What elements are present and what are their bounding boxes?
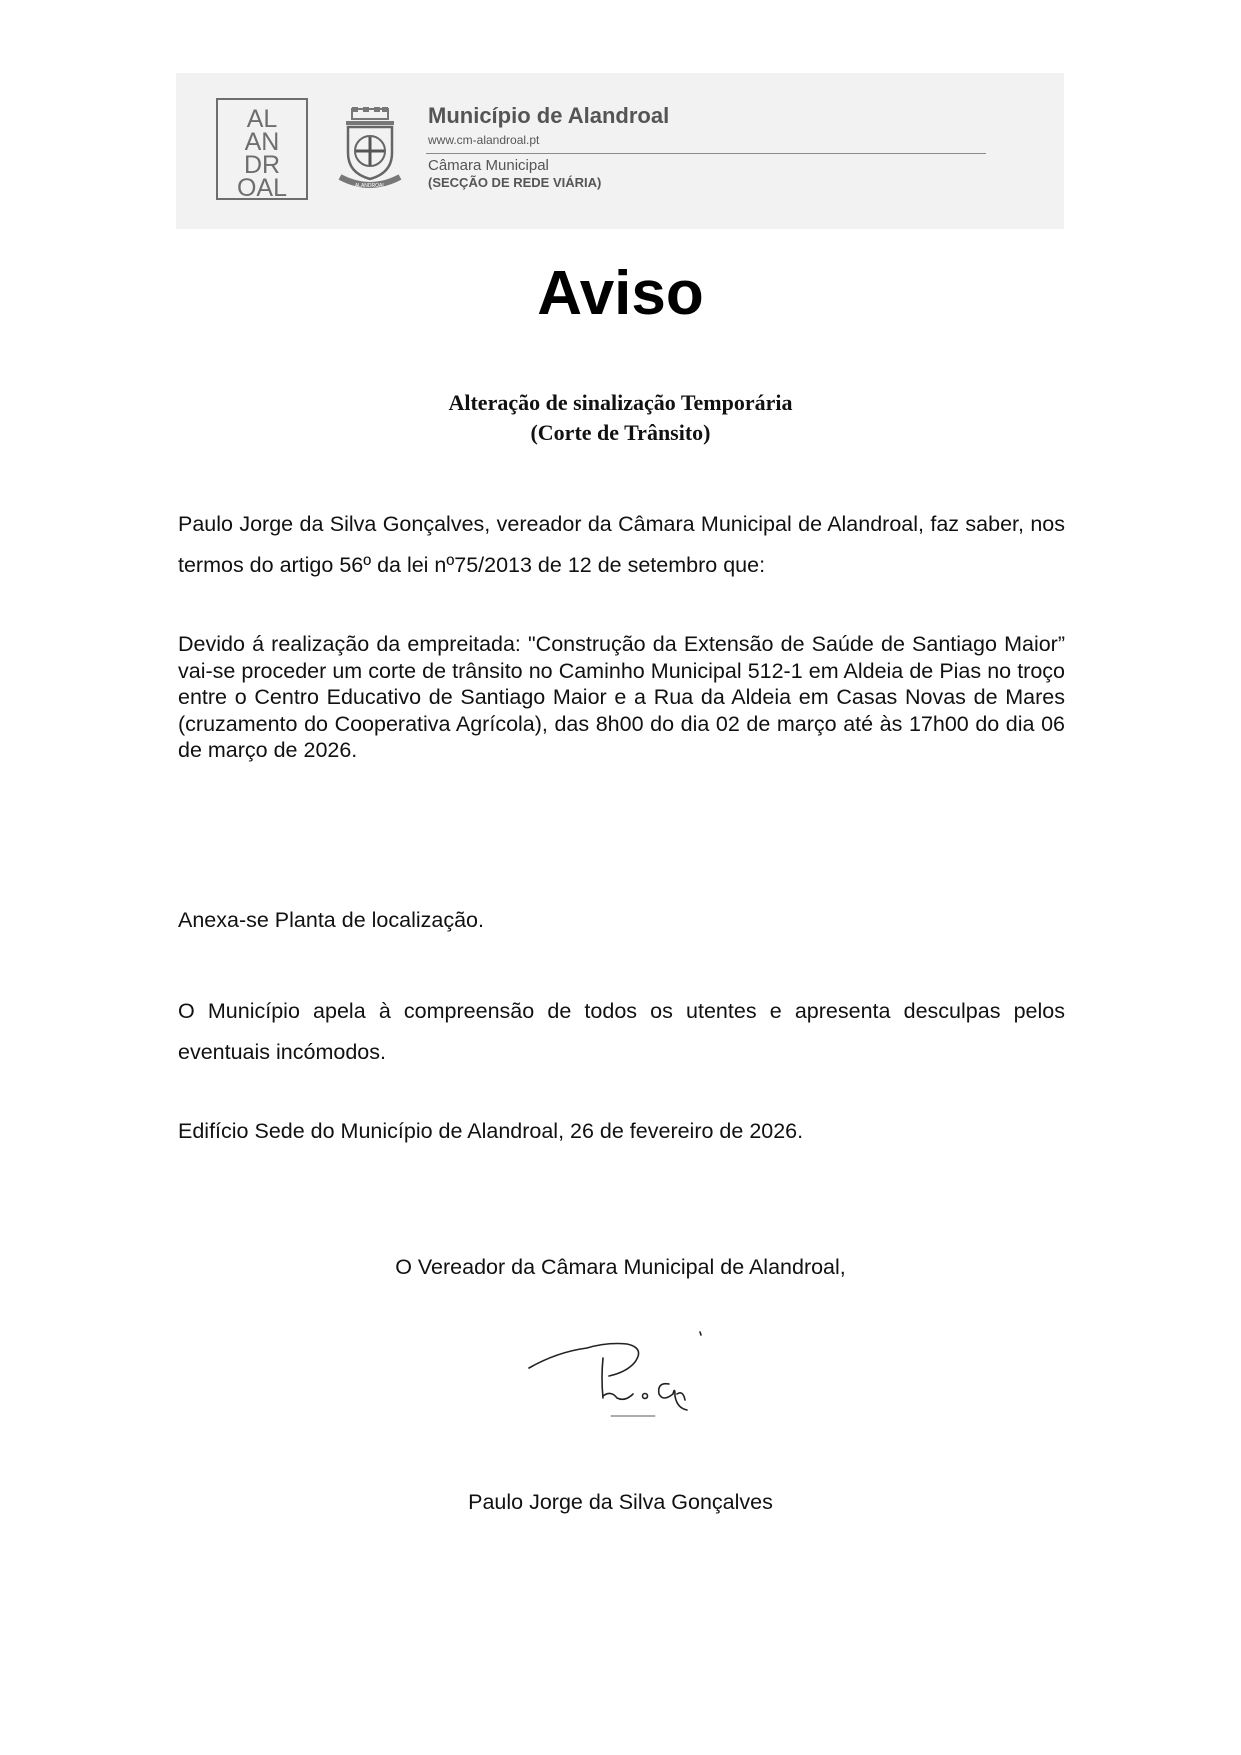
logo-letters-2: AN bbox=[244, 128, 280, 156]
municipality-website: www.cm-alandroal.pt bbox=[428, 133, 540, 147]
place-date-paragraph: Edifício Sede do Município de Alandroal, 26 de fevereiro de 2026. bbox=[178, 1119, 804, 1143]
municipality-name: Município de Alandroal bbox=[428, 103, 670, 128]
logo-letters-3: DR bbox=[243, 151, 281, 179]
crest-ribbon-text: ALANDROAL bbox=[354, 183, 386, 189]
attachment-paragraph: Anexa-se Planta de localização. bbox=[178, 908, 484, 932]
logo-letters-1: AL bbox=[246, 105, 278, 133]
section-label: (SECÇÃO DE REDE VIÁRIA) bbox=[428, 175, 602, 190]
apology-paragraph: O Município apela à compreensão de todos os utentes e apresenta desculpas pelos eventuais incómodos. bbox=[178, 999, 1065, 1064]
logo-letters-4: OAL bbox=[236, 174, 288, 198]
document-subtitle-line1: Alteração de sinalização Temporária bbox=[448, 390, 793, 415]
municipal-crest-icon bbox=[338, 107, 402, 191]
alandroal-logo bbox=[216, 98, 308, 200]
camara-label: Câmara Municipal bbox=[428, 157, 549, 174]
notice-paragraph: Devido á realização da empreitada: "Construção da Extensão de Saúde de Santiago Maior” vai-se proceder um corte de trânsito no Caminho Municipal 512-1 em Aldeia de Pias no troço entre o Centro Educativo de Santiago Maior e a Rua da Aldeia em Casas Novas de Mares (cruzamento do Cooperativa Agrícola), das 8h00 do dia 02 de março até às 17h00 do dia 06 de março de 2026. bbox=[178, 632, 1065, 762]
signer-name: Paulo Jorge da Silva Gonçalves bbox=[468, 1490, 773, 1514]
handwritten-signature bbox=[527, 1330, 717, 1430]
intro-paragraph: Paulo Jorge da Silva Gonçalves, vereador da Câmara Municipal de Alandroal, faz saber, nos termos do artigo 56º da lei nº75/2013 de 12 de setembro que: bbox=[178, 512, 1065, 577]
document-title: Aviso bbox=[537, 259, 704, 328]
letterhead bbox=[176, 73, 1064, 229]
document-subtitle-line2: (Corte de Trânsito) bbox=[530, 420, 711, 445]
header-divider bbox=[426, 153, 986, 154]
closing-line: O Vereador da Câmara Municipal de Alandroal, bbox=[395, 1255, 846, 1279]
